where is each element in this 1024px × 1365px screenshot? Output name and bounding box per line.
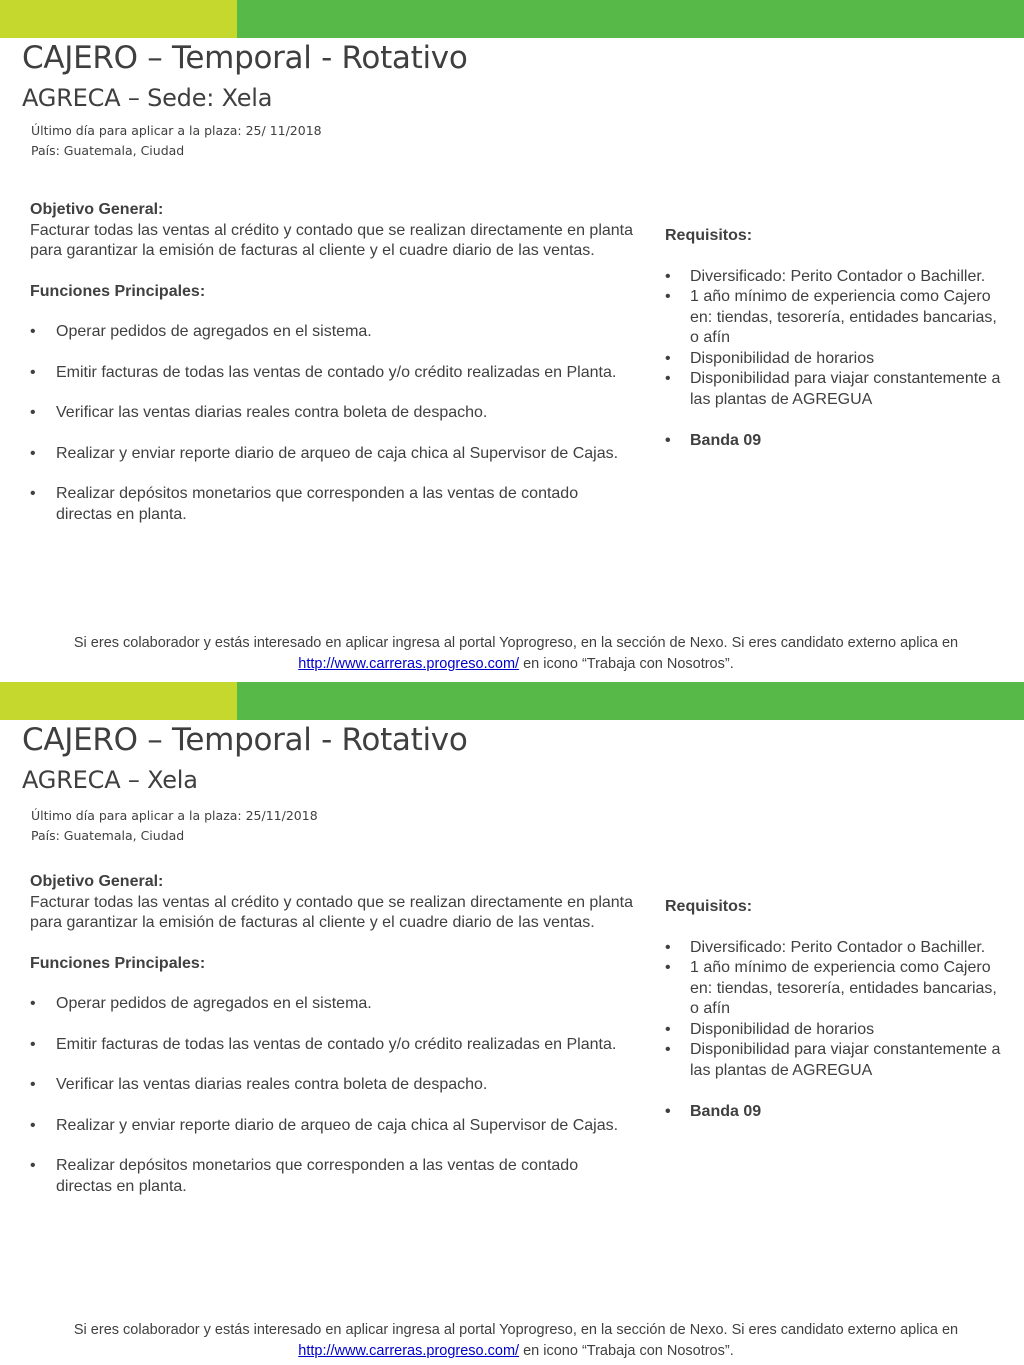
list-item: • Emitir facturas de todas las ventas de contado y/o crédito realizadas en Planta. [30, 363, 635, 384]
list-item: • Diversificado: Perito Contador o Bachiller. [665, 267, 1005, 288]
requisitos-list [665, 267, 1005, 452]
list-item: • Realizar depósitos monetarios que corresponden a las ventas de contado directas en planta. [30, 484, 635, 525]
banda-item: • Banda 09 [665, 1102, 1005, 1123]
list-item: • Operar pedidos de agregados en el sistema. [30, 322, 635, 343]
footer-note [60, 1320, 972, 1362]
footer-note [60, 633, 972, 675]
job-meta [31, 806, 318, 846]
list-item: • 1 año mínimo de experiencia como Cajero en: tiendas, tesorería, entidades bancarias, o afín [665, 958, 1005, 1020]
list-item: • Realizar y enviar reporte diario de arqueo de caja chica al Supervisor de Cajas. [30, 444, 635, 465]
job-description [30, 872, 635, 1217]
list-item: • Verificar las ventas diarias reales contra boleta de despacho. [30, 403, 635, 424]
job-posting-slide-1 [0, 0, 1024, 682]
funciones-label: Funciones Principales: [30, 954, 206, 972]
funciones-list [30, 322, 635, 525]
job-posting-slide-2 [0, 682, 1024, 1365]
funciones-label: Funciones Principales: [30, 282, 206, 300]
requisitos-panel [665, 226, 1005, 451]
job-title: CAJERO – Temporal - Rotativo [22, 722, 468, 758]
footer-tail: en icono “Trabaja con Nosotros”. [523, 656, 734, 672]
list-item: • Disponibilidad de horarios [665, 1020, 1005, 1041]
job-description [30, 200, 635, 545]
list-item: • 1 año mínimo de experiencia como Cajero en: tiendas, tesorería, entidades bancarias, o afín [665, 287, 1005, 349]
accent-bar-green [237, 682, 1024, 720]
objetivo-label: Objetivo General: [30, 873, 164, 890]
requisitos-label: Requisitos: [665, 227, 753, 244]
footer-text: Si eres colaborador y estás interesado en aplicar ingresa al portal Yoprogreso, en la sección de Nexo. Si eres candidato externo aplica en [73, 1322, 959, 1338]
banda-item: • Banda 09 [665, 431, 1005, 452]
list-item: • Disponibilidad para viajar constantemente a las plantas de AGREGUA [665, 1040, 1005, 1081]
objetivo-text: Facturar todas las ventas al crédito y contado que se realizan directamente en planta para garantizar la emisión de facturas al cliente y el cuadre diario de las ventas. [30, 221, 634, 259]
list-item: • Realizar y enviar reporte diario de arqueo de caja chica al Supervisor de Cajas. [30, 1116, 635, 1137]
list-item: • Operar pedidos de agregados en el sistema. [30, 994, 635, 1015]
deadline-text: Último día para aplicar a la plaza: 25/11/2018 [31, 808, 318, 823]
list-item: • Disponibilidad de horarios [665, 349, 1005, 370]
country-text: País: Guatemala, Ciudad [31, 828, 185, 843]
requisitos-label: Requisitos: [665, 898, 753, 915]
careers-link[interactable]: http://www.carreras.progreso.com/ [298, 1343, 520, 1359]
objetivo-text: Facturar todas las ventas al crédito y contado que se realizan directamente en planta para garantizar la emisión de facturas al cliente y el cuadre diario de las ventas. [30, 893, 634, 931]
deadline-text: Último día para aplicar a la plaza: 25/ 11/2018 [31, 123, 322, 138]
job-title: CAJERO – Temporal - Rotativo [22, 40, 468, 76]
accent-bar-lime [0, 0, 237, 38]
list-item: • Diversificado: Perito Contador o Bachiller. [665, 938, 1005, 959]
accent-bar-lime [0, 682, 237, 720]
funciones-list [30, 994, 635, 1197]
list-item: • Disponibilidad para viajar constantemente a las plantas de AGREGUA [665, 369, 1005, 410]
careers-link[interactable]: http://www.carreras.progreso.com/ [298, 656, 520, 672]
footer-text: Si eres colaborador y estás interesado en aplicar ingresa al portal Yoprogreso, en la sección de Nexo. Si eres candidato externo aplica en [73, 635, 959, 651]
footer-tail: en icono “Trabaja con Nosotros”. [523, 1343, 734, 1359]
requisitos-panel [665, 897, 1005, 1122]
job-location: AGRECA – Sede: Xela [22, 84, 273, 112]
list-item: • Verificar las ventas diarias reales contra boleta de despacho. [30, 1075, 635, 1096]
requisitos-list [665, 938, 1005, 1123]
job-location: AGRECA – Xela [22, 766, 198, 794]
list-item: • Realizar depósitos monetarios que corresponden a las ventas de contado directas en planta. [30, 1156, 635, 1197]
job-meta [31, 121, 322, 161]
country-text: País: Guatemala, Ciudad [31, 143, 185, 158]
objetivo-label: Objetivo General: [30, 201, 164, 218]
list-item: • Emitir facturas de todas las ventas de contado y/o crédito realizadas en Planta. [30, 1035, 635, 1056]
accent-bar-green [237, 0, 1024, 38]
